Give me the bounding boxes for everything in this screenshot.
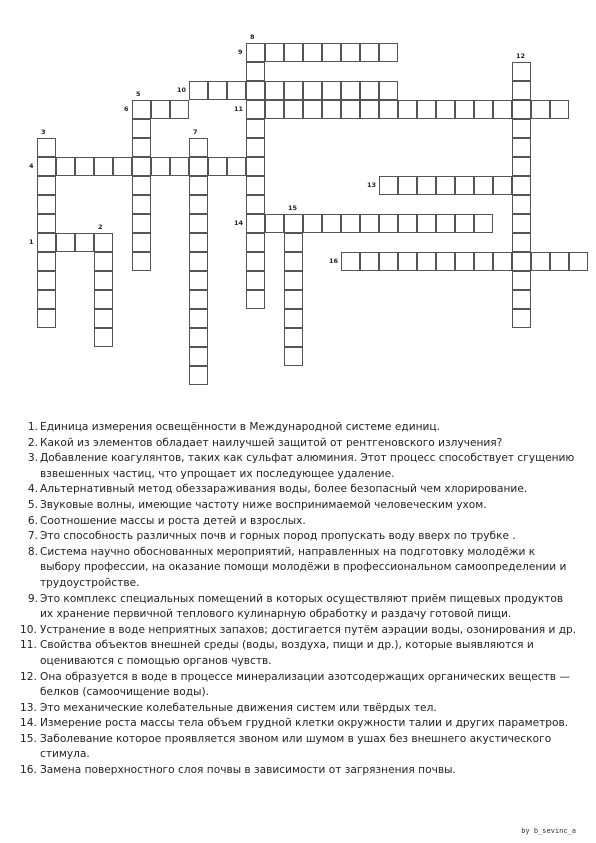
clue-item-text: Система научно обоснованных мероприятий, направленных на подготовку молодёжи к выбору профессии, на оказание помощи молодёжи в профессиональном самоопределении и трудоустройстве. bbox=[40, 545, 567, 589]
grid-cell[interactable] bbox=[189, 366, 208, 385]
grid-cell[interactable] bbox=[341, 81, 360, 100]
grid-cell[interactable] bbox=[227, 157, 246, 176]
grid-cell[interactable] bbox=[512, 195, 531, 214]
clue-item-text: Единица измерения освещённости в Международной системе единиц. bbox=[40, 421, 440, 433]
clue-item-number: 12. bbox=[20, 670, 37, 683]
grid-cell[interactable] bbox=[455, 252, 474, 271]
clue-item-number: 15. bbox=[20, 732, 37, 745]
grid-cell[interactable] bbox=[189, 328, 208, 347]
grid-cell[interactable] bbox=[398, 100, 417, 119]
clue-item-number: 6. bbox=[27, 514, 38, 527]
grid-cell[interactable] bbox=[246, 195, 265, 214]
clue-item bbox=[28, 545, 578, 592]
grid-cell[interactable] bbox=[94, 157, 113, 176]
clue-number-6: 6 bbox=[124, 105, 129, 113]
clue-item bbox=[20, 623, 578, 639]
grid-cell[interactable] bbox=[360, 252, 379, 271]
clue-number-8: 8 bbox=[250, 33, 255, 41]
clue-item-text: Заболевание которое проявляется звоном или шумом в ушах без внешнего акустического стимула. bbox=[40, 732, 552, 761]
clue-item bbox=[20, 638, 578, 669]
grid-cell[interactable] bbox=[284, 347, 303, 366]
grid-cell[interactable] bbox=[284, 252, 303, 271]
grid-cell[interactable] bbox=[132, 157, 151, 176]
grid-cell[interactable] bbox=[132, 138, 151, 157]
grid-cell[interactable] bbox=[417, 100, 436, 119]
grid-cell[interactable] bbox=[417, 176, 436, 195]
grid-cell[interactable] bbox=[132, 252, 151, 271]
grid-cell[interactable] bbox=[246, 43, 265, 62]
grid-cell[interactable] bbox=[189, 214, 208, 233]
grid-cell[interactable] bbox=[284, 290, 303, 309]
grid-cell[interactable] bbox=[37, 195, 56, 214]
clue-list bbox=[20, 420, 578, 779]
grid-cell[interactable] bbox=[550, 100, 569, 119]
grid-cell[interactable] bbox=[398, 214, 417, 233]
grid-cell[interactable] bbox=[474, 176, 493, 195]
grid-cell[interactable] bbox=[246, 157, 265, 176]
grid-cell[interactable] bbox=[170, 157, 189, 176]
grid-cell[interactable] bbox=[56, 157, 75, 176]
grid-cell[interactable] bbox=[379, 176, 398, 195]
grid-cell[interactable] bbox=[512, 176, 531, 195]
grid-cell[interactable] bbox=[531, 100, 550, 119]
grid-cell[interactable] bbox=[94, 290, 113, 309]
grid-cell[interactable] bbox=[512, 252, 531, 271]
grid-cell[interactable] bbox=[246, 214, 265, 233]
grid-cell[interactable] bbox=[417, 252, 436, 271]
grid-cell[interactable] bbox=[246, 176, 265, 195]
grid-cell[interactable] bbox=[341, 100, 360, 119]
grid-cell[interactable] bbox=[208, 157, 227, 176]
grid-cell[interactable] bbox=[132, 119, 151, 138]
clue-item-number: 11. bbox=[20, 639, 37, 652]
grid-cell[interactable] bbox=[379, 43, 398, 62]
grid-cell[interactable] bbox=[512, 309, 531, 328]
clue-item-text: Добавление коагулянтов, таких как сульфат алюминия. Этот процесс способствует сгущению взвешенных частиц, что упрощает их последующее удаление. bbox=[40, 452, 575, 480]
clue-item-text: Устранение в воде неприятных запахов; достигается путём аэрации воды, озонирования и др. bbox=[40, 623, 577, 636]
grid-cell[interactable] bbox=[455, 214, 474, 233]
grid-cell[interactable] bbox=[56, 233, 75, 252]
clue-item bbox=[28, 482, 578, 498]
grid-cell[interactable] bbox=[246, 81, 265, 100]
grid-cell[interactable] bbox=[265, 43, 284, 62]
clue-item-text: Соотношение массы и роста детей и взрослых. bbox=[40, 514, 306, 527]
grid-cell[interactable] bbox=[512, 233, 531, 252]
grid-cell[interactable] bbox=[360, 81, 379, 100]
grid-cell[interactable] bbox=[303, 214, 322, 233]
grid-cell[interactable] bbox=[132, 195, 151, 214]
grid-cell[interactable] bbox=[246, 290, 265, 309]
grid-cell[interactable] bbox=[493, 100, 512, 119]
clue-item bbox=[28, 498, 578, 514]
grid-cell[interactable] bbox=[189, 271, 208, 290]
clue-item bbox=[20, 763, 578, 779]
grid-cell[interactable] bbox=[284, 214, 303, 233]
grid-cell[interactable] bbox=[322, 81, 341, 100]
grid-cell[interactable] bbox=[474, 100, 493, 119]
clue-item bbox=[20, 670, 578, 701]
grid-cell[interactable] bbox=[94, 233, 113, 252]
clue-number-15: 15 bbox=[288, 204, 298, 212]
grid-cell[interactable] bbox=[94, 309, 113, 328]
grid-cell[interactable] bbox=[189, 233, 208, 252]
grid-cell[interactable] bbox=[189, 309, 208, 328]
grid-cell[interactable] bbox=[512, 271, 531, 290]
grid-cell[interactable] bbox=[94, 328, 113, 347]
grid-cell[interactable] bbox=[37, 271, 56, 290]
grid-cell[interactable] bbox=[379, 214, 398, 233]
grid-cell[interactable] bbox=[246, 62, 265, 81]
grid-cell[interactable] bbox=[246, 252, 265, 271]
grid-cell[interactable] bbox=[455, 176, 474, 195]
clue-number-13: 13 bbox=[367, 181, 377, 189]
grid-cell[interactable] bbox=[189, 176, 208, 195]
grid-cell[interactable] bbox=[189, 347, 208, 366]
grid-cell[interactable] bbox=[417, 214, 436, 233]
clue-item-text: Замена поверхностного слоя почвы в зависимости от загрязнения почвы. bbox=[40, 764, 456, 777]
clue-item bbox=[20, 716, 578, 732]
clue-number-16: 16 bbox=[329, 257, 339, 265]
grid-cell[interactable] bbox=[132, 214, 151, 233]
clue-item bbox=[28, 436, 578, 452]
grid-cell[interactable] bbox=[474, 214, 493, 233]
grid-cell[interactable] bbox=[94, 252, 113, 271]
clue-item-text: Она образуется в воде в процессе минерализации азотсодержащих органических веществ — белков (самоочищение воды). bbox=[40, 670, 570, 699]
clue-item-number: 14. bbox=[20, 717, 37, 730]
clue-item-number: 2. bbox=[27, 436, 38, 449]
grid-cell[interactable] bbox=[512, 100, 531, 119]
author-credit: by b_sevinc_a bbox=[521, 827, 576, 835]
clue-number-4: 4 bbox=[29, 162, 34, 170]
clue-item bbox=[20, 732, 578, 763]
grid-cell[interactable] bbox=[493, 176, 512, 195]
grid-cell[interactable] bbox=[284, 81, 303, 100]
grid-cell[interactable] bbox=[75, 233, 94, 252]
grid-cell[interactable] bbox=[189, 290, 208, 309]
clue-item bbox=[28, 451, 578, 482]
clue-item-number: 5. bbox=[27, 498, 38, 511]
grid-cell[interactable] bbox=[265, 100, 284, 119]
grid-cell[interactable] bbox=[379, 100, 398, 119]
grid-cell[interactable] bbox=[37, 138, 56, 157]
clue-number-10: 10 bbox=[177, 86, 187, 94]
grid-cell[interactable] bbox=[436, 214, 455, 233]
grid-cell[interactable] bbox=[75, 157, 94, 176]
grid-cell[interactable] bbox=[189, 195, 208, 214]
grid-cell[interactable] bbox=[151, 100, 170, 119]
grid-cell[interactable] bbox=[189, 138, 208, 157]
grid-cell[interactable] bbox=[170, 100, 189, 119]
clue-item-number: 10. bbox=[20, 623, 37, 636]
grid-cell[interactable] bbox=[512, 62, 531, 81]
grid-cell[interactable] bbox=[189, 157, 208, 176]
clue-number-7: 7 bbox=[193, 128, 198, 136]
grid-cell[interactable] bbox=[379, 81, 398, 100]
clue-item-number: 9. bbox=[27, 592, 38, 605]
grid-cell[interactable] bbox=[493, 252, 512, 271]
grid-cell[interactable] bbox=[132, 100, 151, 119]
grid-cell[interactable] bbox=[284, 233, 303, 252]
clue-number-14: 14 bbox=[234, 219, 244, 227]
grid-cell[interactable] bbox=[474, 252, 493, 271]
grid-cell[interactable] bbox=[512, 157, 531, 176]
grid-cell[interactable] bbox=[512, 214, 531, 233]
crossword-grid bbox=[0, 0, 596, 410]
grid-cell[interactable] bbox=[322, 100, 341, 119]
grid-cell[interactable] bbox=[341, 214, 360, 233]
grid-cell[interactable] bbox=[303, 43, 322, 62]
grid-cell[interactable] bbox=[246, 119, 265, 138]
grid-cell[interactable] bbox=[360, 43, 379, 62]
clue-item-text: Звуковые волны, имеющие частоту ниже воспринимаемой человеческим ухом. bbox=[40, 498, 487, 511]
grid-cell[interactable] bbox=[132, 233, 151, 252]
grid-cell[interactable] bbox=[37, 157, 56, 176]
clue-item-number: 7. bbox=[27, 530, 38, 543]
grid-cell[interactable] bbox=[341, 252, 360, 271]
clue-item bbox=[20, 701, 578, 717]
clue-item-text: Это комплекс специальных помещений в которых осуществляют приём пищевых продуктов их хранение первичной теплового кулинарную обработку и раздачу готовой пищи. bbox=[40, 592, 564, 621]
grid-cell[interactable] bbox=[284, 309, 303, 328]
grid-cell[interactable] bbox=[379, 252, 398, 271]
grid-cell[interactable] bbox=[341, 43, 360, 62]
grid-cell[interactable] bbox=[189, 252, 208, 271]
grid-cell[interactable] bbox=[512, 81, 531, 100]
clue-item-text: Альтернативный метод обеззараживания воды, более безопасный чем хлорирование. bbox=[40, 483, 528, 496]
grid-cell[interactable] bbox=[531, 252, 550, 271]
grid-cell[interactable] bbox=[303, 81, 322, 100]
grid-cell[interactable] bbox=[151, 157, 170, 176]
grid-cell[interactable] bbox=[37, 252, 56, 271]
grid-cell[interactable] bbox=[227, 81, 246, 100]
grid-cell[interactable] bbox=[455, 100, 474, 119]
clue-item-number: 3. bbox=[27, 452, 38, 465]
grid-cell[interactable] bbox=[284, 271, 303, 290]
grid-cell[interactable] bbox=[246, 100, 265, 119]
grid-cell[interactable] bbox=[37, 290, 56, 309]
clue-item-text: Измерение роста массы тела объем грудной клетки окружности талии и других параметров. bbox=[40, 717, 569, 730]
clue-item bbox=[28, 420, 578, 436]
grid-cell[interactable] bbox=[284, 100, 303, 119]
grid-cell[interactable] bbox=[246, 233, 265, 252]
clue-item bbox=[28, 514, 578, 530]
grid-cell[interactable] bbox=[208, 81, 227, 100]
clue-item-number: 8. bbox=[27, 545, 38, 558]
grid-cell[interactable] bbox=[37, 214, 56, 233]
grid-cell[interactable] bbox=[398, 176, 417, 195]
grid-cell[interactable] bbox=[322, 43, 341, 62]
grid-cell[interactable] bbox=[512, 290, 531, 309]
grid-cell[interactable] bbox=[550, 252, 569, 271]
clue-item bbox=[28, 529, 578, 545]
clue-number-9: 9 bbox=[238, 48, 243, 56]
grid-cell[interactable] bbox=[37, 309, 56, 328]
clue-number-11: 11 bbox=[234, 105, 244, 113]
grid-cell[interactable] bbox=[284, 43, 303, 62]
clue-number-12: 12 bbox=[516, 52, 526, 60]
clue-number-3: 3 bbox=[41, 128, 46, 136]
grid-cell[interactable] bbox=[398, 252, 417, 271]
clue-number-5: 5 bbox=[136, 90, 141, 98]
clue-item-number: 4. bbox=[27, 483, 38, 496]
clue-item bbox=[28, 592, 578, 623]
grid-cell[interactable] bbox=[37, 176, 56, 195]
grid-cell[interactable] bbox=[246, 271, 265, 290]
grid-cell[interactable] bbox=[189, 81, 208, 100]
grid-cell[interactable] bbox=[360, 214, 379, 233]
grid-cell[interactable] bbox=[132, 176, 151, 195]
grid-cell[interactable] bbox=[303, 100, 322, 119]
clue-item-number: 16. bbox=[20, 764, 37, 777]
clue-number-2: 2 bbox=[98, 223, 103, 231]
grid-cell[interactable] bbox=[569, 252, 588, 271]
grid-cell[interactable] bbox=[436, 252, 455, 271]
clue-item-text: Это способность различных почв и горных пород пропускать воду вверх по трубке . bbox=[40, 530, 516, 543]
clue-number-1: 1 bbox=[29, 238, 34, 246]
grid-cell[interactable] bbox=[512, 138, 531, 157]
grid-cell[interactable] bbox=[436, 100, 455, 119]
grid-cell[interactable] bbox=[265, 81, 284, 100]
grid-cell[interactable] bbox=[94, 271, 113, 290]
grid-cell[interactable] bbox=[37, 233, 56, 252]
clue-item-number: 13. bbox=[20, 701, 37, 714]
grid-cell[interactable] bbox=[436, 176, 455, 195]
clue-item-text: Это механические колебательные движения систем или твёрдых тел. bbox=[40, 701, 437, 714]
clue-item-text: Какой из элементов обладает наилучшей защитой от рентгеновского излучения? bbox=[40, 436, 503, 449]
grid-cell[interactable] bbox=[284, 328, 303, 347]
grid-cell[interactable] bbox=[322, 214, 341, 233]
grid-cell[interactable] bbox=[512, 119, 531, 138]
grid-cell[interactable] bbox=[246, 138, 265, 157]
clue-item-number: 1. bbox=[27, 421, 38, 433]
grid-cell[interactable] bbox=[360, 100, 379, 119]
clue-item-text: Свойства объектов внешней среды (воды, воздуха, пищи и др.), которые выявляются и оцениваются с помощью органов чувств. bbox=[40, 639, 534, 667]
grid-cell[interactable] bbox=[113, 157, 132, 176]
grid-cell[interactable] bbox=[265, 214, 284, 233]
